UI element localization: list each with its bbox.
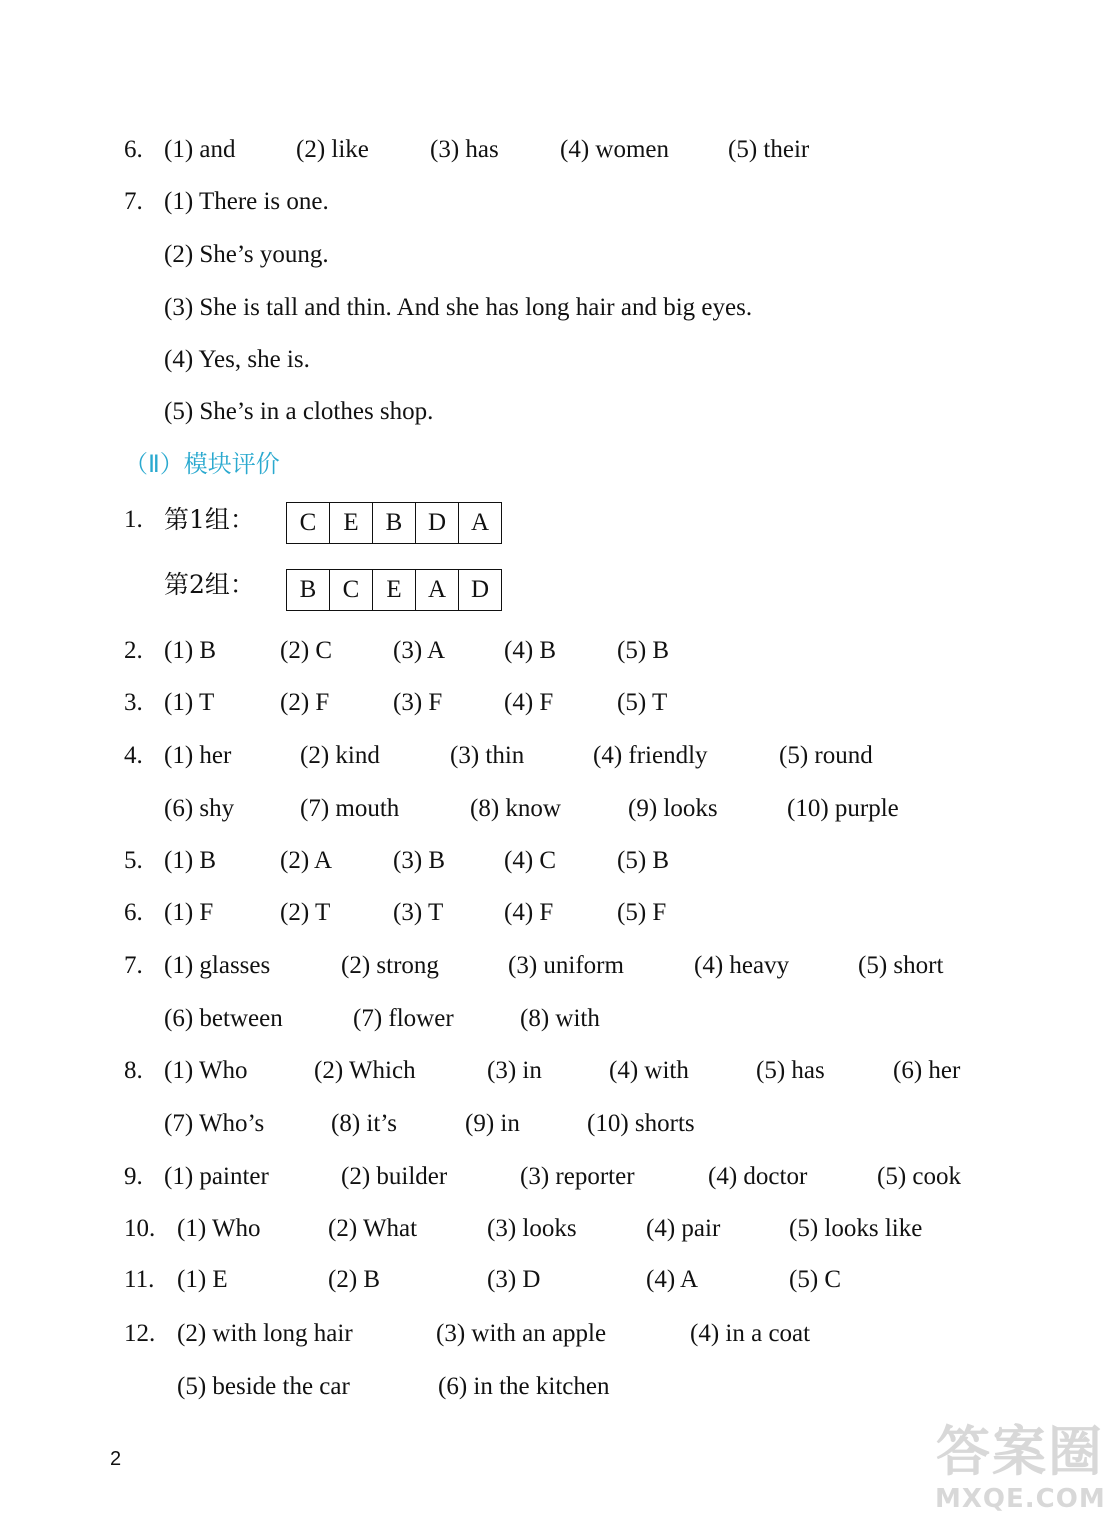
box-cell: E — [373, 570, 416, 610]
answer-item: (3) B — [393, 847, 446, 874]
answer-item: (1) Who — [177, 1215, 261, 1242]
question-number: 11. — [124, 1266, 155, 1293]
question-number: 3. — [124, 689, 143, 716]
answer-item: (4) women — [560, 136, 669, 163]
answer-item: (1) E — [177, 1266, 228, 1293]
answer-item: (9) looks — [628, 795, 718, 822]
answer-item: (1) Who — [164, 1057, 248, 1084]
answer-item: (3) She is tall and thin. And she has long hair and big eyes. — [164, 294, 753, 321]
watermark-domain: MXQE.COM — [935, 1484, 1106, 1514]
answer-item: (6) between — [164, 1005, 283, 1032]
group-label: 第1组： — [164, 505, 255, 534]
answer-item: (2) builder — [341, 1163, 448, 1190]
question-number: 12. — [124, 1320, 156, 1347]
answer-item: (4) friendly — [593, 742, 708, 769]
box-cell: B — [373, 503, 416, 543]
watermark-logo — [935, 1420, 1105, 1532]
answer-item: (5) She’s in a clothes shop. — [164, 398, 434, 425]
answer-item: (3) in — [487, 1057, 542, 1084]
answer-item: (5) beside the car — [177, 1373, 350, 1400]
answer-item: (4) Yes, she is. — [164, 346, 310, 373]
answer-item: (4) heavy — [694, 952, 790, 979]
answer-item: (1) painter — [164, 1163, 269, 1190]
answer-item: (5) round — [779, 742, 873, 769]
answer-item: (2) F — [280, 689, 330, 716]
watermark-text: 答案圈 — [936, 1420, 1104, 1483]
question-number: 10. — [124, 1215, 156, 1242]
question-number: 6. — [124, 136, 143, 163]
answer-item: (5) C — [789, 1266, 842, 1293]
answer-item: (10) purple — [787, 795, 899, 822]
answer-item: (2) She’s young. — [164, 241, 329, 268]
answer-item: (5) their — [728, 136, 810, 163]
answer-item: (2) strong — [341, 952, 439, 979]
answer-item: (2) C — [280, 637, 333, 664]
answer-item: (3) with an apple — [436, 1320, 607, 1347]
answer-item: (1) B — [164, 637, 217, 664]
answer-item: (2) kind — [300, 742, 380, 769]
group-label: 第2组： — [164, 570, 255, 599]
answer-item: (2) A — [280, 847, 333, 874]
answer-item: (5) cook — [877, 1163, 961, 1190]
answer-item: (6) in the kitchen — [438, 1373, 610, 1400]
question-number: 1. — [124, 506, 143, 533]
answer-item: (7) flower — [353, 1005, 454, 1032]
answer-item: (2) with long hair — [177, 1320, 353, 1347]
answer-item: (3) uniform — [508, 952, 624, 979]
question-number: 6. — [124, 899, 143, 926]
answer-item: (4) pair — [646, 1215, 721, 1242]
answer-item: (2) Which — [314, 1057, 416, 1084]
answer-item: (5) short — [858, 952, 944, 979]
answer-item: (10) shorts — [587, 1110, 695, 1137]
answer-item: (3) T — [393, 899, 444, 926]
answer-item: (5) B — [617, 637, 670, 664]
answer-item: (5) B — [617, 847, 670, 874]
answer-item: (9) in — [465, 1110, 520, 1137]
answer-item: (3) F — [393, 689, 443, 716]
box-cell: D — [470, 576, 490, 603]
question-number: 9. — [124, 1163, 143, 1190]
answer-item: (6) shy — [164, 795, 235, 822]
answer-item: (7) Who’s — [164, 1110, 265, 1137]
box-cell: C — [330, 570, 373, 610]
answer-item: (4) with — [609, 1057, 689, 1084]
answer-item: (3) looks — [487, 1215, 577, 1242]
answer-item: (1) B — [164, 847, 217, 874]
answer-item: (8) know — [470, 795, 561, 822]
box-cell: D — [416, 503, 459, 543]
answer-item: (6) her — [893, 1057, 961, 1084]
answer-item: (3) reporter — [520, 1163, 635, 1190]
answer-item: (1) glasses — [164, 952, 271, 979]
answer-item: (3) thin — [450, 742, 525, 769]
page-number: 2 — [110, 1448, 122, 1470]
answer-item: (2) B — [328, 1266, 381, 1293]
answer-item: (1) F — [164, 899, 214, 926]
answer-item: (3) A — [393, 637, 446, 664]
answer-item: (1) her — [164, 742, 232, 769]
question-number: 7. — [124, 188, 143, 215]
answer-box — [286, 569, 502, 611]
answer-item: (1) T — [164, 689, 215, 716]
question-number: 8. — [124, 1057, 143, 1084]
answer-item: (2) What — [328, 1215, 418, 1242]
answer-item: (5) looks like — [789, 1215, 923, 1242]
answer-item: (1) and — [164, 136, 236, 163]
question-number: 2. — [124, 637, 143, 664]
answer-item: (4) F — [504, 689, 554, 716]
answer-item: (5) F — [617, 899, 667, 926]
answer-item: (3) D — [487, 1266, 541, 1293]
answer-item: (8) with — [520, 1005, 600, 1032]
answer-box — [286, 502, 502, 544]
box-cell: C — [287, 503, 330, 543]
section-title: （Ⅱ）模块评价 — [124, 450, 280, 478]
answer-item: (2) like — [296, 136, 369, 163]
answer-item: (4) F — [504, 899, 554, 926]
box-cell: A — [470, 509, 490, 536]
answer-item: (4) A — [646, 1266, 699, 1293]
box-cell: B — [287, 570, 330, 610]
answer-item: (5) has — [756, 1057, 825, 1084]
box-cell: A — [416, 570, 459, 610]
answer-item: (4) B — [504, 637, 557, 664]
answer-item: (1) There is one. — [164, 188, 329, 215]
answer-item: (4) C — [504, 847, 557, 874]
answer-item: (4) doctor — [708, 1163, 808, 1190]
answer-item: (5) T — [617, 689, 668, 716]
box-cell: E — [330, 503, 373, 543]
answer-item: (8) it’s — [331, 1110, 397, 1137]
answer-item: (7) mouth — [300, 795, 400, 822]
question-number: 7. — [124, 952, 143, 979]
answer-item: (2) T — [280, 899, 331, 926]
question-number: 4. — [124, 742, 143, 769]
answer-item: (4) in a coat — [690, 1320, 811, 1347]
answer-item: (3) has — [430, 136, 499, 163]
question-number: 5. — [124, 847, 143, 874]
